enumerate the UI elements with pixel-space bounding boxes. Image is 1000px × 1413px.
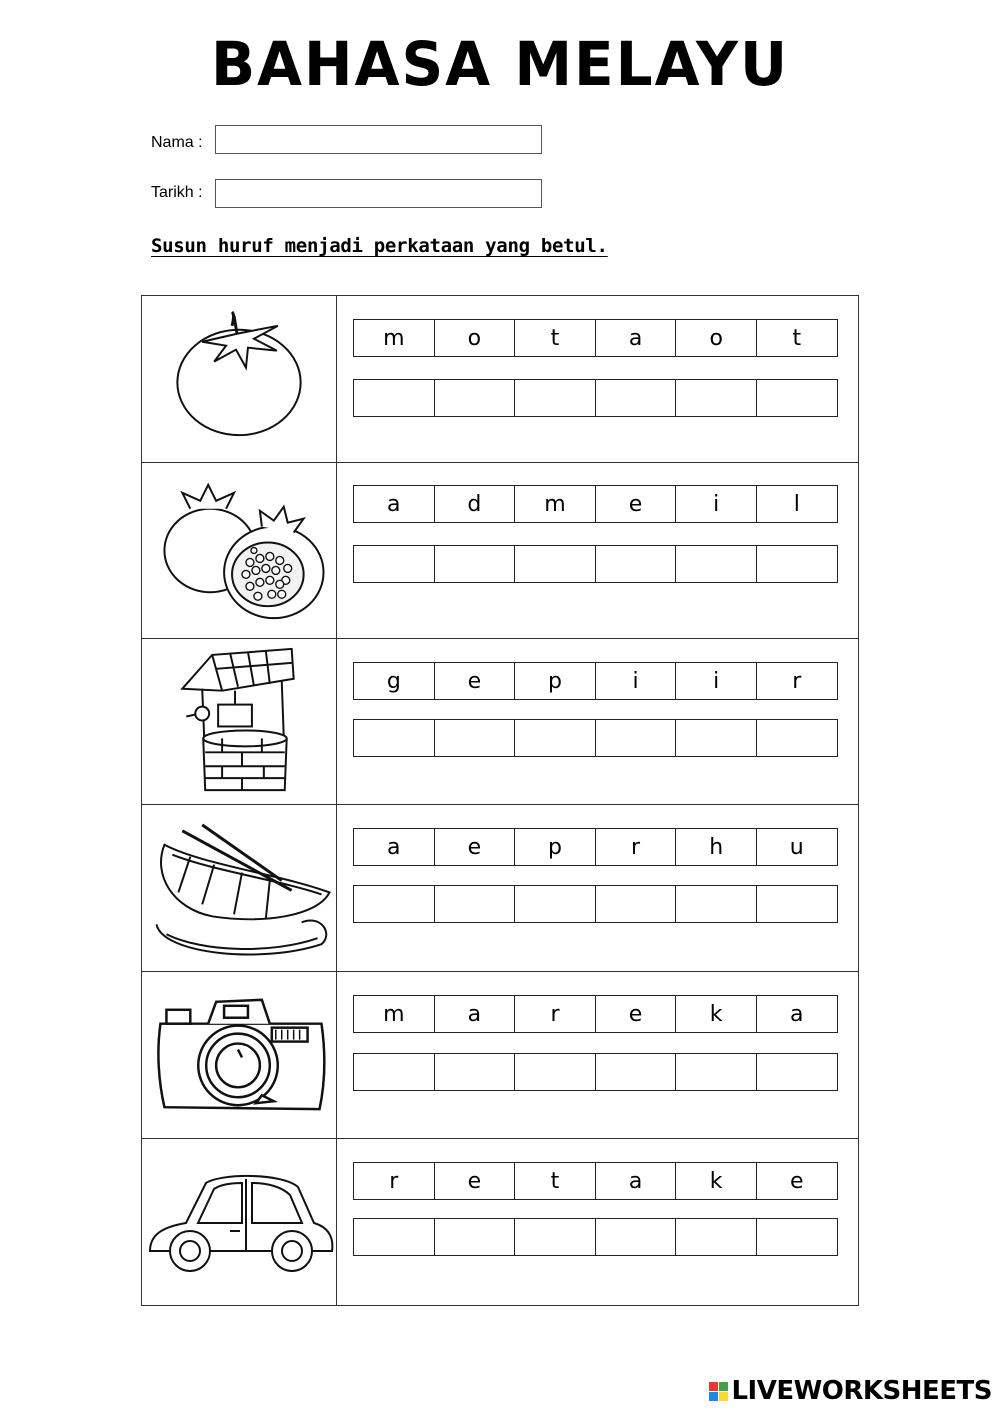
- answer-input[interactable]: [675, 545, 757, 583]
- answer-input[interactable]: [434, 545, 516, 583]
- answer-input[interactable]: [514, 1218, 596, 1256]
- answer-input[interactable]: [514, 885, 596, 923]
- letter-box: a: [756, 995, 838, 1033]
- nama-label: Nama :: [151, 134, 203, 151]
- answer-input[interactable]: [756, 885, 838, 923]
- scrambled-letters: [353, 828, 843, 866]
- worksheet-row: [142, 1139, 858, 1305]
- answer-input[interactable]: [595, 719, 677, 757]
- answer-input[interactable]: [353, 1053, 435, 1091]
- answer-input[interactable]: [514, 719, 596, 757]
- letter-box: t: [514, 319, 596, 357]
- answer-boxes: [353, 719, 843, 757]
- letter-box: e: [434, 662, 516, 700]
- worksheet-row: [142, 805, 858, 972]
- answer-input[interactable]: [514, 379, 596, 417]
- tarikh-input[interactable]: [215, 179, 542, 208]
- answer-boxes: [353, 885, 843, 923]
- liveworksheets-icon: [709, 1382, 728, 1401]
- answer-input[interactable]: [756, 719, 838, 757]
- letter-box: p: [514, 662, 596, 700]
- letter-box: t: [756, 319, 838, 357]
- letter-box: k: [675, 995, 757, 1033]
- letter-box: m: [514, 485, 596, 523]
- answer-input[interactable]: [514, 1053, 596, 1091]
- letter-box: a: [353, 828, 435, 866]
- page-title: BAHASA MELAYU: [210, 28, 790, 100]
- answer-input[interactable]: [675, 1218, 757, 1256]
- answer-boxes: [353, 379, 843, 417]
- letter-box: p: [514, 828, 596, 866]
- answer-input[interactable]: [434, 1218, 516, 1256]
- answer-input[interactable]: [675, 1053, 757, 1091]
- worksheet-row: [142, 639, 858, 805]
- answer-input[interactable]: [595, 1218, 677, 1256]
- answer-input[interactable]: [434, 379, 516, 417]
- answer-input[interactable]: [756, 1218, 838, 1256]
- answer-boxes: [353, 1218, 843, 1256]
- letter-box: e: [595, 995, 677, 1033]
- letter-box: e: [434, 1162, 516, 1200]
- answer-input[interactable]: [595, 885, 677, 923]
- scrambled-letters: [353, 485, 843, 523]
- answer-input[interactable]: [434, 1053, 516, 1091]
- answer-input[interactable]: [675, 379, 757, 417]
- worksheet-table: [141, 295, 859, 1306]
- letter-box: e: [595, 485, 677, 523]
- answer-input[interactable]: [595, 379, 677, 417]
- answer-input[interactable]: [756, 545, 838, 583]
- scrambled-letters: [353, 995, 843, 1033]
- answer-input[interactable]: [434, 719, 516, 757]
- letter-box: a: [434, 995, 516, 1033]
- instruction-text: Susun huruf menjadi perkataan yang betul.: [151, 235, 608, 257]
- letter-box: m: [353, 995, 435, 1033]
- letter-box: k: [675, 1162, 757, 1200]
- worksheet-row: [142, 972, 858, 1139]
- answer-input[interactable]: [353, 379, 435, 417]
- letter-box: e: [756, 1162, 838, 1200]
- water-well-picture: [142, 639, 337, 804]
- letter-box: u: [756, 828, 838, 866]
- scrambled-letters: [353, 1162, 843, 1200]
- pomegranate-picture: [142, 463, 337, 638]
- letter-box: i: [675, 662, 757, 700]
- answer-boxes: [353, 1053, 843, 1091]
- letter-box: g: [353, 662, 435, 700]
- answer-input[interactable]: [434, 885, 516, 923]
- answer-input[interactable]: [675, 885, 757, 923]
- letter-box: r: [514, 995, 596, 1033]
- answer-boxes: [353, 545, 843, 583]
- scrambled-letters: [353, 319, 843, 357]
- letter-box: h: [675, 828, 757, 866]
- answer-input[interactable]: [514, 545, 596, 583]
- letter-box: t: [514, 1162, 596, 1200]
- letter-box: a: [595, 319, 677, 357]
- letter-box: o: [434, 319, 516, 357]
- answer-input[interactable]: [353, 719, 435, 757]
- letter-box: a: [353, 485, 435, 523]
- answer-input[interactable]: [353, 545, 435, 583]
- letter-box: i: [595, 662, 677, 700]
- camera-picture: [142, 972, 337, 1138]
- letter-box: a: [595, 1162, 677, 1200]
- letter-box: d: [434, 485, 516, 523]
- worksheet-row: [142, 296, 858, 463]
- tomato-picture: [142, 296, 337, 462]
- scrambled-letters: [353, 662, 843, 700]
- letter-box: r: [595, 828, 677, 866]
- letter-box: r: [353, 1162, 435, 1200]
- worksheet-row: [142, 463, 858, 639]
- brand-name: LIVEWORKSHEETS: [731, 1376, 992, 1406]
- answer-input[interactable]: [675, 719, 757, 757]
- letter-box: o: [675, 319, 757, 357]
- answer-input[interactable]: [595, 1053, 677, 1091]
- answer-input[interactable]: [756, 1053, 838, 1091]
- letter-box: r: [756, 662, 838, 700]
- letter-box: l: [756, 485, 838, 523]
- letter-box: m: [353, 319, 435, 357]
- car-picture: [142, 1139, 337, 1305]
- answer-input[interactable]: [353, 1218, 435, 1256]
- letter-box: e: [434, 828, 516, 866]
- answer-input[interactable]: [756, 379, 838, 417]
- letter-box: i: [675, 485, 757, 523]
- tarikh-label: Tarikh :: [151, 184, 203, 201]
- liveworksheets-logo: [709, 1376, 992, 1406]
- answer-input[interactable]: [353, 885, 435, 923]
- answer-input[interactable]: [595, 545, 677, 583]
- rowboat-picture: [142, 805, 337, 971]
- nama-input[interactable]: [215, 125, 542, 154]
